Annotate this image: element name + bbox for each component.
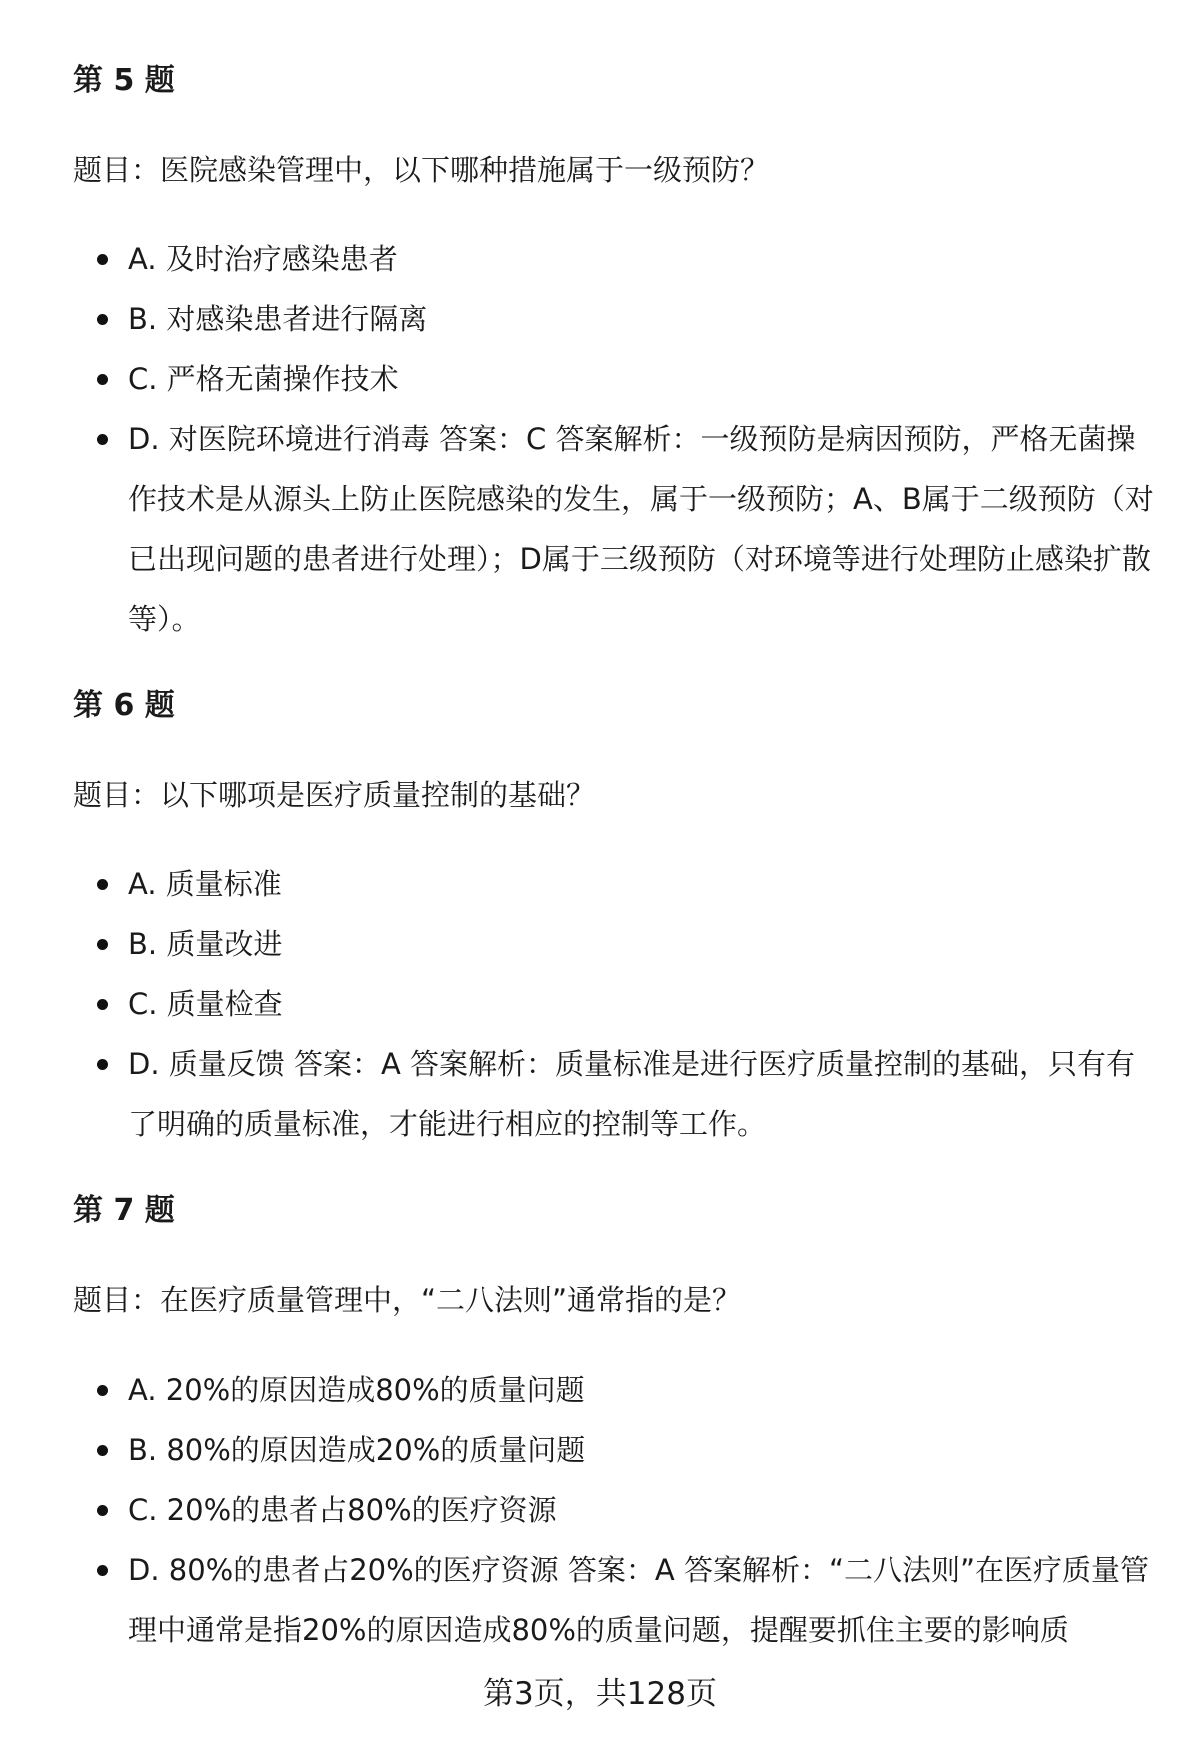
question-6-prompt: 题目：以下哪项是医疗质量控制的基础？ [73, 778, 596, 812]
bullet-icon [97, 939, 108, 950]
bullet-icon [97, 1445, 108, 1456]
question-5-prompt: 题目：医院感染管理中，以下哪种措施属于一级预防？ [73, 153, 770, 187]
bullet-icon [97, 1059, 108, 1070]
bullet-icon [97, 1385, 108, 1396]
question-6-options [0, 854, 1200, 1154]
bullet-icon [97, 434, 108, 445]
question-6-option-c: C. 质量检查 [0, 974, 1200, 1034]
question-5-options [0, 229, 1200, 649]
question-5-option-b: B. 对感染患者进行隔离 [0, 289, 1200, 349]
bullet-icon [97, 1505, 108, 1516]
question-7-heading: 第 7 题 [73, 1193, 175, 1228]
question-7-option-d-answer: D. 80%的患者占20%的医疗资源 答案：A 答案解析：“二八法则”在医疗质量管理中通常是指20%的原因造成80%的质量问题，提醒要抓住主要的影响质 [0, 1540, 1200, 1660]
bullet-icon [97, 999, 108, 1010]
page-number-footer: 第3页，共128页 [483, 1676, 717, 1712]
question-7-option-a: A. 20%的原因造成80%的质量问题 [0, 1360, 1200, 1420]
bullet-icon [97, 314, 108, 325]
question-5-option-c: C. 严格无菌操作技术 [0, 349, 1200, 409]
question-7-prompt: 题目：在医疗质量管理中，“二八法则”通常指的是？ [73, 1283, 742, 1317]
question-5-option-a: A. 及时治疗感染患者 [0, 229, 1200, 289]
question-5-heading: 第 5 题 [73, 63, 175, 98]
question-6-option-d-answer: D. 质量反馈 答案：A 答案解析：质量标准是进行医疗质量控制的基础，只有有了明确的质量标准，才能进行相应的控制等工作。 [0, 1034, 1200, 1154]
question-7-option-c: C. 20%的患者占80%的医疗资源 [0, 1480, 1200, 1540]
bullet-icon [97, 254, 108, 265]
question-6-option-b: B. 质量改进 [0, 914, 1200, 974]
question-5-option-d-answer: D. 对医院环境进行消毒 答案：C 答案解析：一级预防是病因预防，严格无菌操作技术是从源头上防止医院感染的发生，属于一级预防；A、B属于二级预防（对已出现问题的患者进行处理）；D属于三级预防（对环境等进行处理防止感染扩散等）。 [0, 409, 1200, 649]
question-6-heading: 第 6 题 [73, 688, 175, 723]
bullet-icon [97, 374, 108, 385]
question-6-option-a: A. 质量标准 [0, 854, 1200, 914]
bullet-icon [97, 1565, 108, 1576]
bullet-icon [97, 879, 108, 890]
question-7-option-b: B. 80%的原因造成20%的质量问题 [0, 1420, 1200, 1480]
question-7-options [0, 1360, 1200, 1660]
